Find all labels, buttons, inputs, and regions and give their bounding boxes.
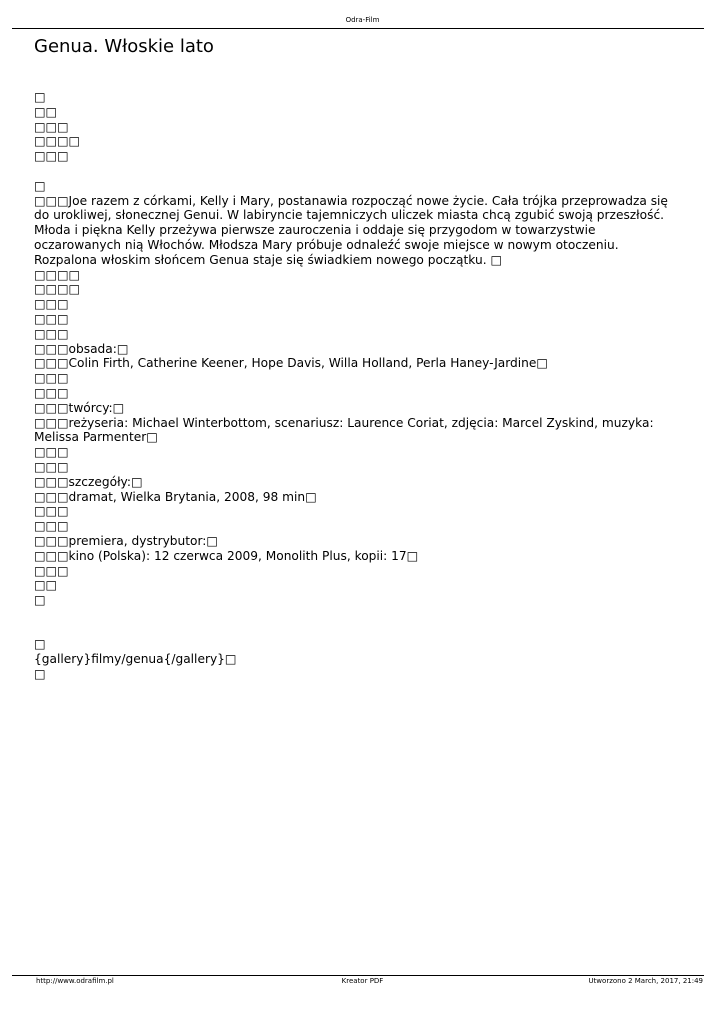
premiere-label: □□□premiera, dystrybutor:□	[34, 533, 218, 548]
text-line: □□□	[34, 385, 69, 400]
text-line	[34, 608, 684, 623]
text-line: □	[34, 637, 46, 652]
text-line: □□□□	[34, 282, 81, 297]
text-line: □□	[34, 578, 58, 593]
cast-label: □□□obsada:□	[34, 341, 129, 356]
text-line: □	[34, 178, 46, 193]
header-site-name: Odra-Film	[345, 16, 380, 24]
cast-value: □□□Colin Firth, Catherine Keener, Hope Davis, Willa Holland, Perla Haney-Jardine□	[34, 356, 548, 371]
text-line: □□□	[34, 311, 69, 326]
text-line: □□□	[34, 563, 69, 578]
details-label: □□□szczegóły:□	[34, 474, 143, 489]
text-line: □□□	[34, 459, 69, 474]
page-title: Genua. Włoskie lato	[34, 36, 214, 57]
text-line: □	[34, 667, 46, 682]
text-line: □□□	[34, 445, 69, 460]
footer-url: http://www.odrafilm.pl	[36, 977, 114, 985]
synopsis-paragraph: □□□Joe razem z córkami, Kelly i Mary, postanawia rozpocząć nowe życie. Cała trójka przeprowadza się do urokliwej, słonecznej Genui. W labiryncie tajemniczych uliczek miasta chcą zgubić swoją przeszłość. Młoda i piękna Kelly przeżywa pierwsze zauroczenia i oddaje się przygodom w towarzystwie oczarowanych nią Włochów. Młodsza Mary próbuje odnaleźć swoje miejsce w nowym otoczeniu. Rozpalona włoskim słońcem Genua staje się świadkiem nowego początku. □	[34, 193, 668, 267]
text-line: □□□	[34, 519, 69, 534]
premiere-value: □□□kino (Polska): 12 czerwca 2009, Monolith Plus, kopii: 17□	[34, 548, 419, 563]
article-body	[34, 90, 684, 682]
footer-created: Utworzono 2 March, 2017, 21:49	[588, 977, 703, 985]
text-line: □□□	[34, 326, 69, 341]
header-divider	[12, 28, 704, 29]
text-line: □□□	[34, 504, 69, 519]
text-line: □□□	[34, 371, 69, 386]
text-line: □□□	[34, 119, 69, 134]
creators-label: □□□twórcy:□	[34, 400, 125, 415]
footer-divider	[12, 975, 704, 976]
footer-generator: Kreator PDF	[341, 977, 384, 985]
text-line: □	[34, 593, 46, 608]
details-value: □□□dramat, Wielka Brytania, 2008, 98 min□	[34, 489, 317, 504]
text-line: □□□□	[34, 134, 81, 149]
text-line: □□□	[34, 149, 69, 164]
gallery-tag: {gallery}filmy/genua{/gallery}□	[34, 652, 237, 667]
creators-value: □□□reżyseria: Michael Winterbottom, scenariusz: Laurence Coriat, zdjęcia: Marcel Zyskind, muzyka: Melissa Parmenter□	[34, 415, 654, 445]
text-line: □	[34, 90, 46, 104]
text-line	[34, 623, 684, 638]
text-line	[34, 164, 684, 179]
text-line: □□□□	[34, 267, 81, 282]
text-line: □□	[34, 104, 58, 119]
text-line: □□□	[34, 297, 69, 312]
